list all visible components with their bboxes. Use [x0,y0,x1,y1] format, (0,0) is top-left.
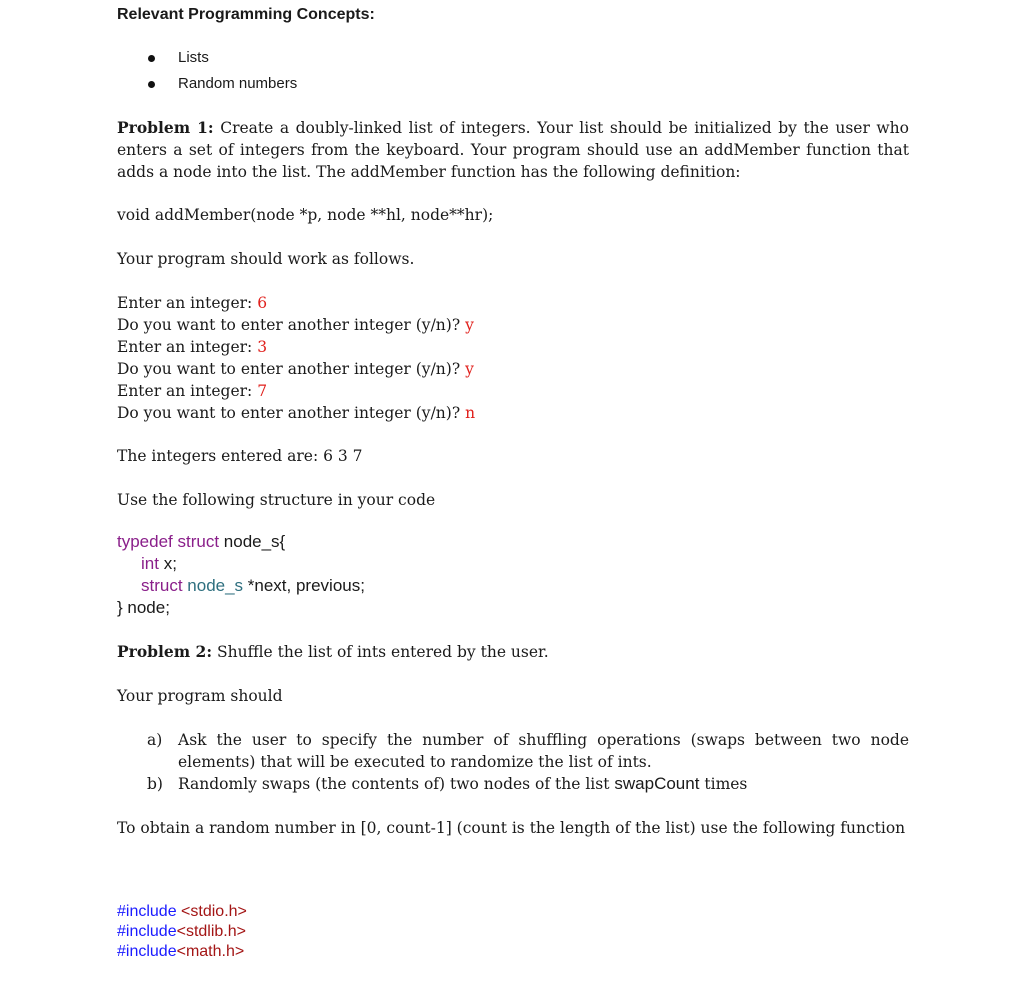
problem2-label: Problem 2: [117,642,213,661]
session-prompt: Enter an integer: [117,294,258,312]
include-file: <stdlib.h> [176,923,246,940]
problem2-text: Shuffle the list of ints entered by the user. [212,643,549,661]
problem1-paragraph [117,117,909,183]
session-prompt: Enter an integer: [117,338,258,356]
function-signature: void addMember(node *p, node **hl, node**hr); [117,206,494,224]
section-heading: Relevant Programming Concepts: [117,6,375,23]
step-text [178,773,909,795]
session-prompt: Do you want to enter another integer (y/n)? [117,360,466,378]
integers-entered: The integers entered are: 6 3 7 [117,447,363,465]
include-file: <math.h> [176,943,245,960]
include-directive: #include [117,923,177,940]
include-line [117,902,247,922]
concept-item: Lists [178,49,209,66]
include-line [117,942,244,962]
session-line [117,380,267,402]
random-intro: To obtain a random number in [0, count-1] (count is the length of the list) use the following function [117,819,906,837]
include-file: <stdio.h> [176,903,247,920]
session-line [117,358,474,380]
step-text: Ask the user to specify the number of shuffling operations (swaps between two node elements) that will be executed to randomize the list of ints. [178,731,909,771]
session-prompt: Do you want to enter another integer (y/n)? [117,316,466,334]
include-directive: #include [117,903,177,920]
code-text: node_s{ [219,532,286,551]
bullet-icon [148,81,155,88]
session-input: 3 [257,338,268,356]
code-type: node_s [182,576,244,595]
include-line [117,922,246,942]
problem1-text: Create a doubly-linked list of integers. Your list should be initialized by the user who enters a set of integers from the keyboard. Your program should use an addMember function that adds a node into the list. The addMember function has the following definition: [117,119,909,181]
problem1-label: Problem 1: [117,118,214,137]
session-input: y [465,316,474,334]
code-line: } node; [117,598,170,617]
bullet-icon [148,55,155,62]
session-input: 6 [257,294,268,312]
step-code: swapCount [614,774,700,793]
include-directive: #include [117,943,177,960]
step-letter: b) [147,775,163,793]
code-keyword: int [141,554,159,573]
session-line [117,402,475,424]
session-line [117,336,267,358]
your-program-should: Your program should [117,687,283,705]
code-keyword: struct [141,576,183,595]
code-line [117,531,285,553]
session-line [117,292,267,314]
session-input: y [465,360,474,378]
step-text-before: Randomly swaps (the contents of) two nodes of the list [178,775,615,793]
code-line [141,575,365,597]
concept-item: Random numbers [178,75,298,92]
step-letter: a) [147,731,163,749]
problem2-paragraph [117,641,549,663]
works-as-follows: Your program should work as follows. [117,250,415,268]
session-prompt: Do you want to enter another integer (y/n)? [117,404,466,422]
use-structure-text: Use the following structure in your code [117,491,436,509]
session-prompt: Enter an integer: [117,382,258,400]
session-line [117,314,474,336]
session-input: 7 [257,382,268,400]
code-text: x; [158,554,177,573]
code-line [141,553,177,575]
code-keyword: typedef struct [117,532,220,551]
code-text: *next, previous; [243,576,365,595]
step-text-after: times [699,775,748,793]
session-input: n [465,404,476,422]
